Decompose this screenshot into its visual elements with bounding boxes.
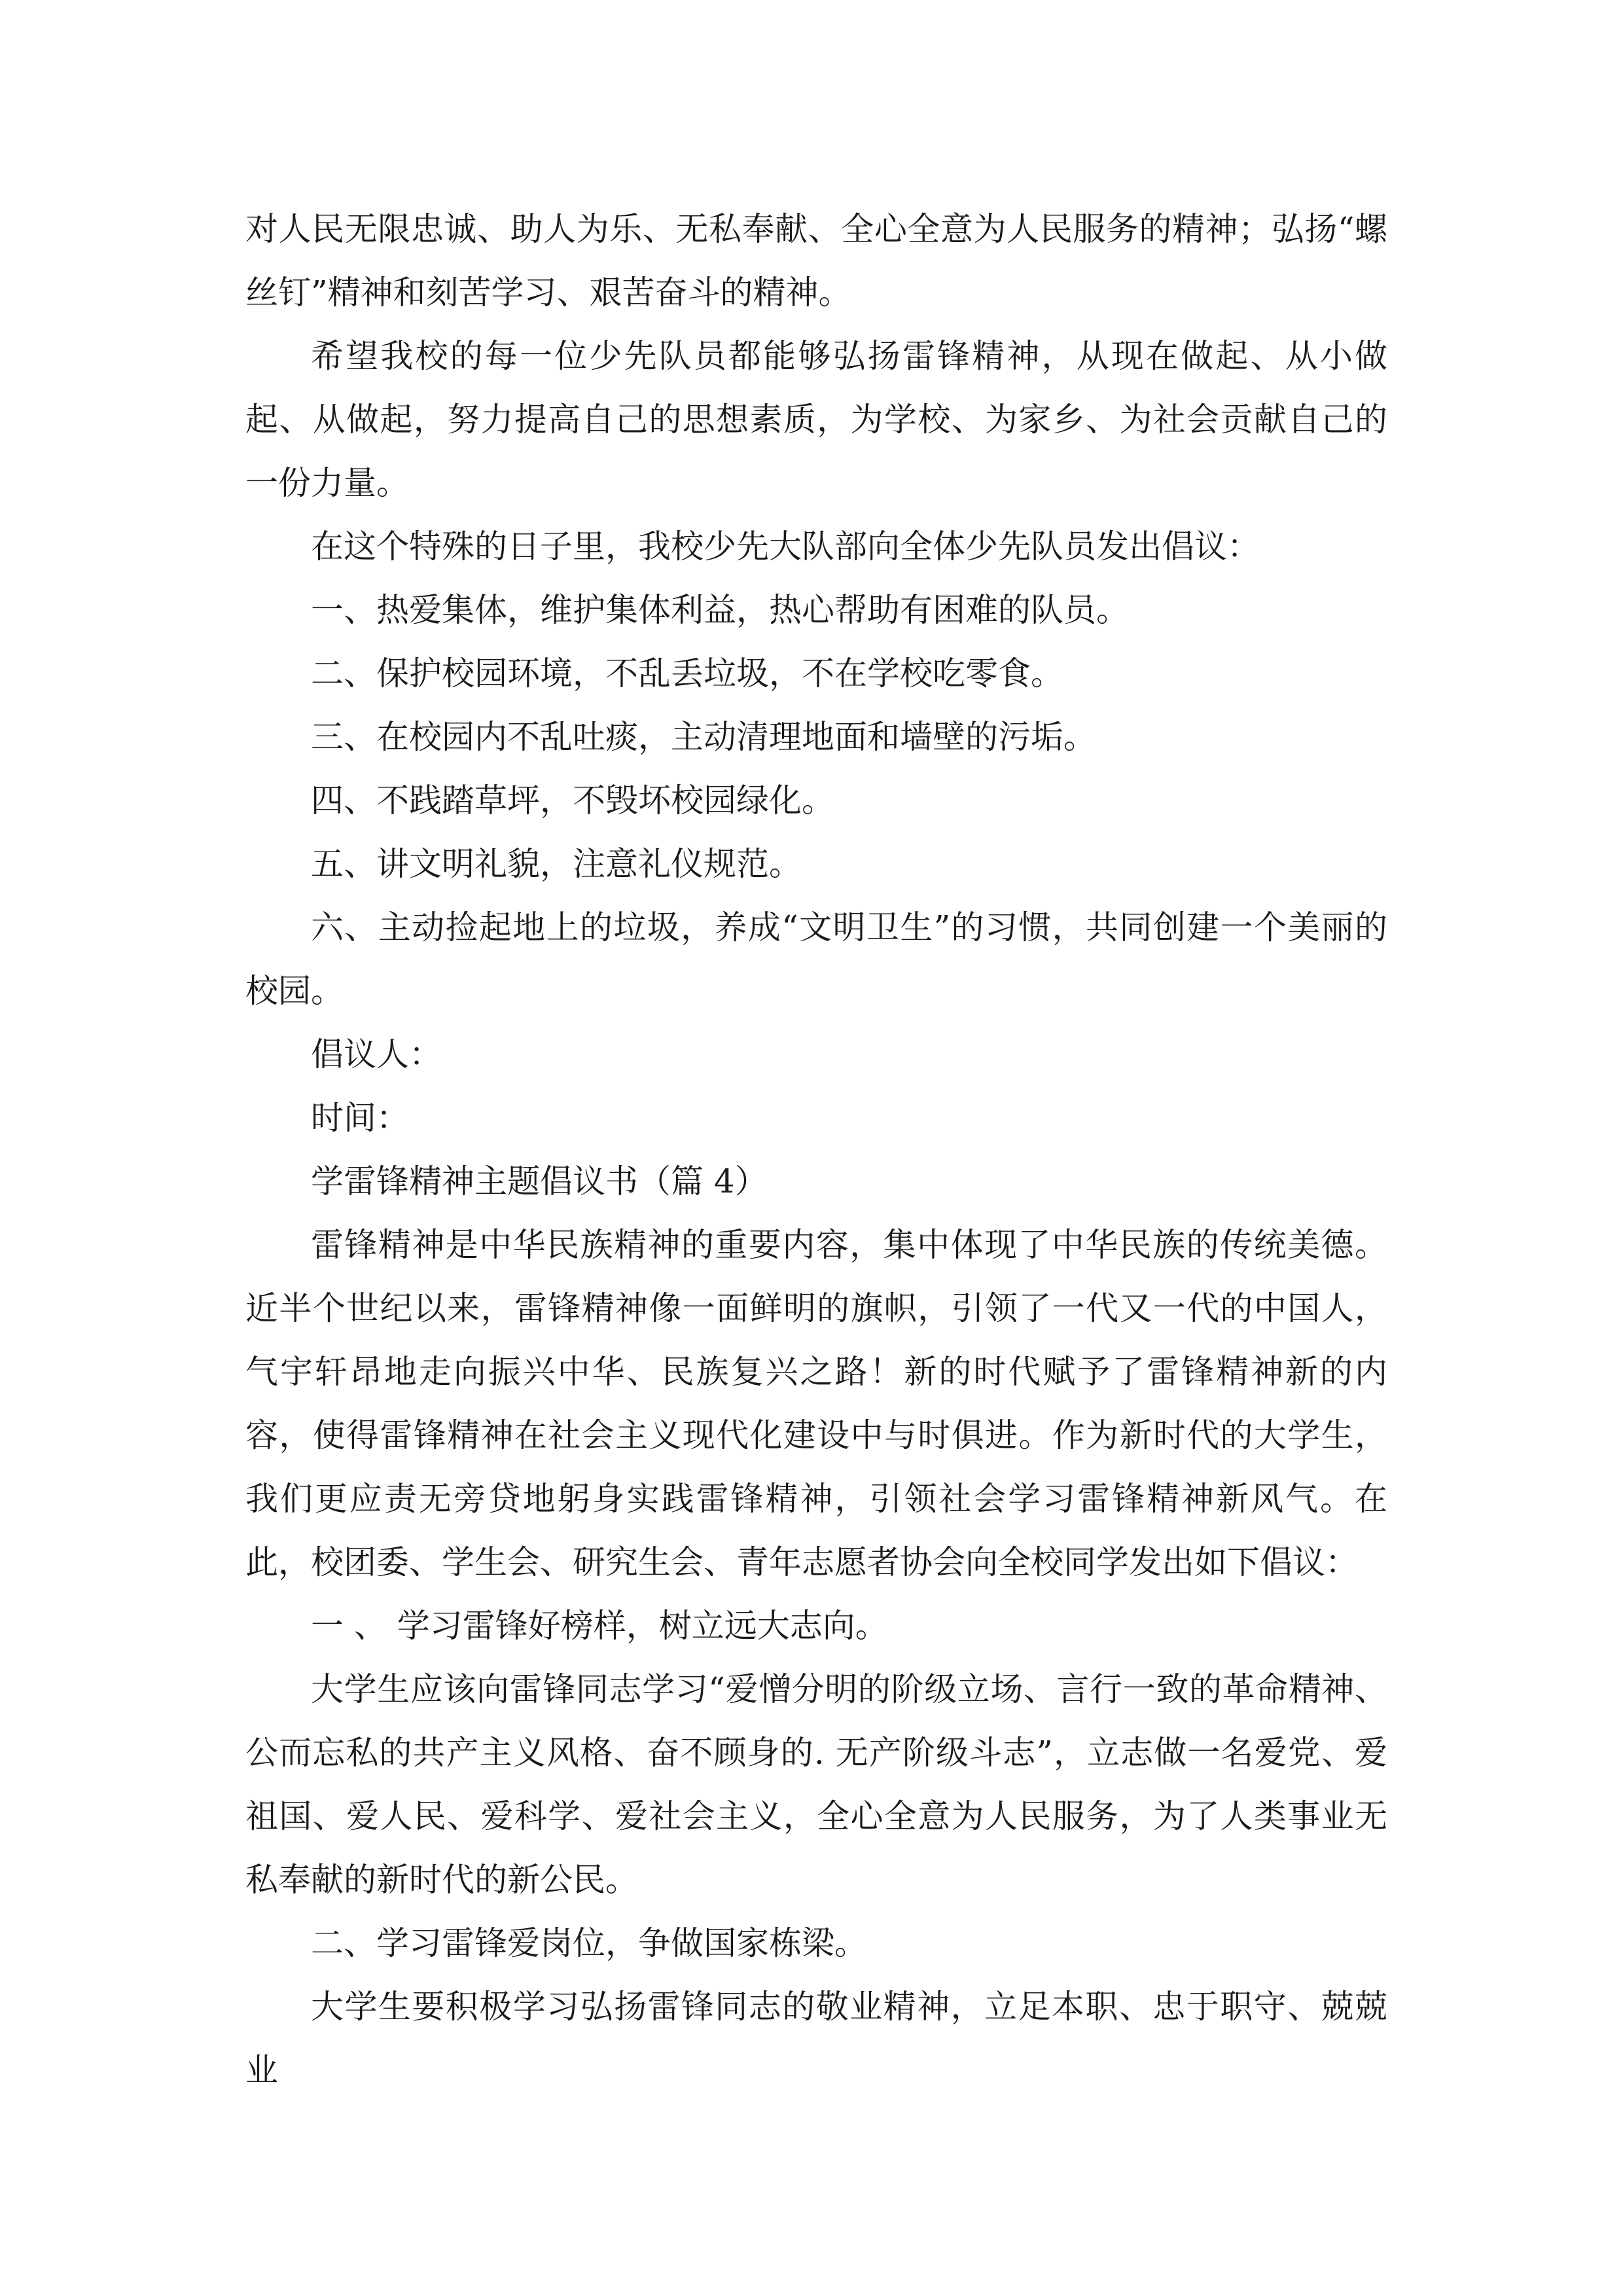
proposal-item-6: 六、主动捡起地上的垃圾，养成“文明卫生”的习惯，共同创建一个美丽的校园。	[245, 908, 1387, 1010]
list-item-1: 一 、 学习雷锋好榜样，树立远大志向。	[311, 1607, 888, 1645]
paragraph-lei-feng-spirit: 雷锋精神是中华民族精神的重要内容，集中体现了中华民族的传统美德。近半个世纪以来，雷锋精神像一面鲜明的旗帜，引领了一代又一代的中国人，气宇轩昂地走向振兴中华、民族复兴之路！新的时代赋予了雷锋精神新的内容，使得雷锋精神在社会主义现代化建设中与时俱进。作为新时代的大学生，我们更应责无旁贷地躬身实践雷锋精神，引领社会学习雷锋精神新风气。在此，校团委、学生会、研究生会、青年志愿者协会向全校同学发出如下倡议：	[245, 1226, 1387, 1581]
proposer-label: 倡议人：	[311, 1035, 442, 1073]
proposal-item-3: 三、在校园内不乱吐痰，主动清理地面和墙壁的污垢。	[311, 718, 1096, 756]
proposal-item-4: 四、不践踏草坪，不毁坏校园绿化。	[311, 781, 834, 819]
section-title: 学雷锋精神主题倡议书（篇 4）	[311, 1162, 768, 1200]
proposal-item-2: 二、保护校园环境，不乱丢垃圾，不在学校吃零食。	[311, 655, 1063, 692]
paragraph-proposal-intro: 在这个特殊的日子里，我校少先大队部向全体少先队员发出倡议：	[311, 528, 1260, 565]
paragraph-students-learn: 大学生应该向雷锋同志学习“爱憎分明的阶级立场、言行一致的革命精神、公而忘私的共产主义风格、奋不顾身的. 无产阶级斗志”，立志做一名爱党、爱祖国、爱人民、爱科学、爱社会主义，全心全意为人民服务，为了人类事业无私奉献的新时代的新公民。	[245, 1670, 1387, 1899]
paragraph-hope: 希望我校的每一位少先队员都能够弘扬雷锋精神，从现在做起、从小做起、从做起，努力提高自己的思想素质，为学校、为家乡、为社会贡献自己的一份力量。	[245, 337, 1387, 502]
paragraph-continued: 对人民无限忠诚、助人为乐、无私奉献、全心全意为人民服务的精神；弘扬“螺丝钉”精神和刻苦学习、艰苦奋斗的精神。	[245, 210, 1387, 312]
proposal-item-1: 一、热爱集体，维护集体利益，热心帮助有困难的队员。	[311, 591, 1129, 629]
document-body	[245, 198, 1387, 2102]
proposal-item-5: 五、讲文明礼貌，注意礼仪规范。	[311, 845, 802, 883]
list-item-2: 二、学习雷锋爱岗位，争做国家栋梁。	[311, 1924, 867, 1962]
time-label: 时间：	[311, 1099, 409, 1137]
paragraph-dedication: 大学生要积极学习弘扬雷锋同志的敬业精神，立足本职、忠于职守、兢兢业	[245, 1988, 1387, 2089]
